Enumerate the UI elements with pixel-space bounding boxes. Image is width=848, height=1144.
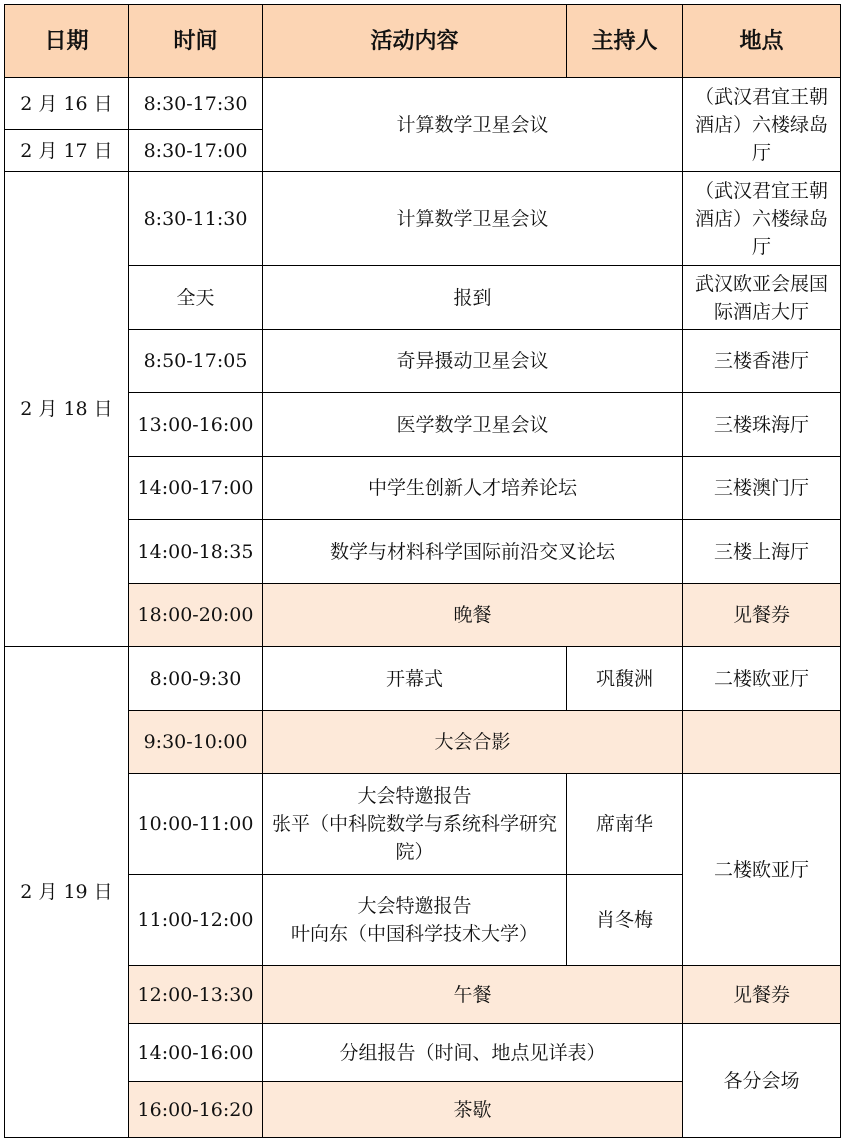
venue-cell: 二楼欧亚厅 [683, 647, 841, 711]
time-cell: 8:00-9:30 [129, 647, 263, 711]
table-row [5, 78, 841, 130]
table-row [5, 393, 841, 457]
time-cell: 14:00-16:00 [129, 1024, 263, 1082]
activity-cell: 报到 [263, 266, 683, 330]
time-cell: 8:30-17:30 [129, 78, 263, 130]
table-row [5, 330, 841, 393]
table-row [5, 711, 841, 774]
time-cell: 10:00-11:00 [129, 774, 263, 875]
table-row [5, 966, 841, 1024]
venue-cell: 三楼澳门厅 [683, 457, 841, 520]
time-cell: 11:00-12:00 [129, 875, 263, 966]
activity-cell: 大会合影 [263, 711, 683, 774]
header-date: 日期 [5, 5, 129, 78]
host-cell: 肖冬梅 [567, 875, 683, 966]
venue-cell: 二楼欧亚厅 [683, 774, 841, 966]
table-row [5, 266, 841, 330]
time-cell: 14:00-18:35 [129, 520, 263, 584]
time-cell: 8:30-17:00 [129, 130, 263, 172]
host-cell: 巩馥洲 [567, 647, 683, 711]
time-cell: 16:00-16:20 [129, 1082, 263, 1138]
activity-cell: 计算数学卫星会议 [263, 78, 683, 172]
table-row [5, 1024, 841, 1082]
venue-cell [683, 711, 841, 774]
table-row [5, 457, 841, 520]
time-cell: 9:30-10:00 [129, 711, 263, 774]
schedule-table [4, 4, 841, 1138]
activity-cell: 中学生创新人才培养论坛 [263, 457, 683, 520]
activity-cell: 数学与材料科学国际前沿交叉论坛 [263, 520, 683, 584]
venue-cell: 三楼香港厅 [683, 330, 841, 393]
header-activity-label: 活动内容 [263, 5, 567, 77]
venue-cell: 三楼珠海厅 [683, 393, 841, 457]
date-cell: 2 月 17 日 [5, 130, 129, 172]
time-cell: 全天 [129, 266, 263, 330]
table-row [5, 774, 841, 875]
header-activity [263, 5, 683, 78]
date-cell: 2 月 16 日 [5, 78, 129, 130]
activity-cell: 分组报告（时间、地点见详表） [263, 1024, 683, 1082]
header-row [5, 5, 841, 78]
time-cell: 8:30-11:30 [129, 172, 263, 266]
activity-cell: 大会特邀报告 张平（中科院数学与系统科学研究院） [263, 774, 567, 875]
venue-cell: （武汉君宜王朝酒店）六楼绿岛厅 [683, 78, 841, 172]
activity-cell: 奇异摄动卫星会议 [263, 330, 683, 393]
table-row [5, 520, 841, 584]
time-cell: 18:00-20:00 [129, 584, 263, 647]
venue-cell: 见餐券 [683, 966, 841, 1024]
header-host: 主持人 [591, 28, 658, 54]
activity-cell: 大会特邀报告 叶向东（中国科学技术大学） [263, 875, 567, 966]
activity-cell: 茶歇 [263, 1082, 683, 1138]
activity-cell: 计算数学卫星会议 [263, 172, 683, 266]
host-cell: 席南华 [567, 774, 683, 875]
activity-cell: 午餐 [263, 966, 683, 1024]
venue-cell: 三楼上海厅 [683, 520, 841, 584]
header-time: 时间 [129, 5, 263, 78]
time-cell: 12:00-13:30 [129, 966, 263, 1024]
time-cell: 14:00-17:00 [129, 457, 263, 520]
activity-cell: 医学数学卫星会议 [263, 393, 683, 457]
date-cell: 2 月 19 日 [5, 647, 129, 1138]
table-row [5, 647, 841, 711]
table-row [5, 584, 841, 647]
date-cell: 2 月 18 日 [5, 172, 129, 647]
venue-cell: 武汉欧亚会展国际酒店大厅 [683, 266, 841, 330]
venue-cell: （武汉君宜王朝酒店）六楼绿岛厅 [683, 172, 841, 266]
venue-cell: 各分会场 [683, 1024, 841, 1138]
activity-cell: 开幕式 [263, 647, 567, 711]
venue-cell: 见餐券 [683, 584, 841, 647]
table-row [5, 172, 841, 266]
time-cell: 13:00-16:00 [129, 393, 263, 457]
time-cell: 8:50-17:05 [129, 330, 263, 393]
activity-cell: 晚餐 [263, 584, 683, 647]
header-venue: 地点 [683, 5, 841, 78]
